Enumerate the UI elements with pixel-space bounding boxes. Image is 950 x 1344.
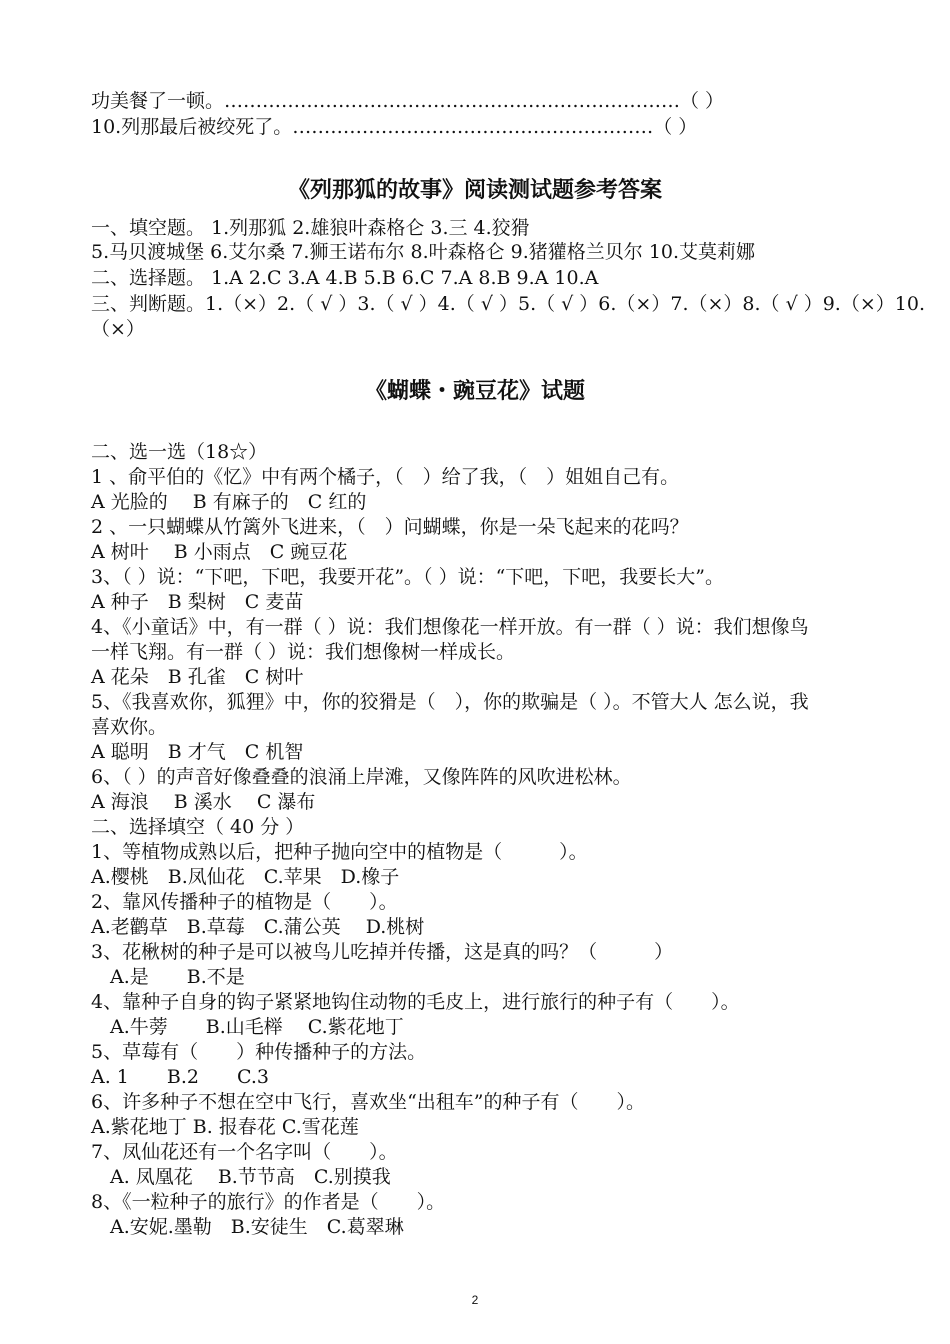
quiz-line: A.是 B.不是 [91, 966, 245, 988]
quiz-line: A.樱桃 B.凤仙花 C.苹果 D.橡子 [91, 866, 400, 888]
quiz-line: A 花朵 B 孔雀 C 树叶 [91, 666, 304, 688]
quiz-line: A 海浪 B 溪水 C 瀑布 [91, 791, 316, 813]
quiz-line: 5、草莓有（ ）种传播种子的方法。 [91, 1041, 427, 1063]
quiz-line: A 光脸的 B 有麻子的 C 红的 [91, 491, 367, 513]
quiz-line: 3、（ ）说：“下吧，下吧，我要开花”。（ ）说：“下吧，下吧，我要长大”。 [91, 566, 725, 588]
quiz-line: 一样飞翔。有一群（ ）说：我们想像树一样成长。 [91, 641, 516, 663]
answer-line: 三、判断题。1.（×）2.（ √ ）3.（ √ ）4.（ √ ）5.（ √ ）6.（×）7.（×）8.（ √ ）9.（×）10. [91, 293, 925, 315]
quiz-line: 二、选一选（18☆） [91, 441, 268, 463]
answers-title: 《列那狐的故事》阅读测试题参考答案 [287, 177, 662, 203]
quiz-line: A 种子 B 梨树 C 麦苗 [91, 591, 304, 613]
quiz-line: A. 1 B.2 C.3 [91, 1066, 269, 1088]
quiz-line: 5、《我喜欢你，狐狸》中，你的狡猾是（ ），你的欺骗是（ ）。不管大人 怎么说，我 [91, 691, 809, 713]
quiz-title: 《蝴蝶・豌豆花》试题 [364, 378, 585, 404]
quiz-line: A.紫花地丁 B. 报春花 C.雪花莲 [91, 1116, 359, 1138]
quiz-line: 3、花楸树的种子是可以被鸟儿吃掉并传播，这是真的吗？（ ） [91, 941, 674, 963]
answer-line: 一、填空题。 1.列那狐 2.雄狼叶森格仑 3.三 4.狡猾 [91, 217, 530, 239]
quiz-line: 二、选择填空（ 40 分 ） [91, 816, 305, 838]
quiz-line: A. 凤凰花 B.节节高 C.别摸我 [91, 1166, 391, 1188]
quiz-line: A 树叶 B 小雨点 C 豌豆花 [91, 541, 348, 563]
quiz-line: 1、等植物成熟以后，把种子抛向空中的植物是（ ）。 [91, 841, 588, 863]
quiz-line: 2、靠风传播种子的植物是（ ）。 [91, 891, 398, 913]
quiz-line: 8、《一粒种子的旅行》的作者是（ ）。 [91, 1191, 446, 1213]
text-line: 10.列那最后被绞死了。…………………………………………………（ ） [91, 116, 698, 138]
quiz-line: 6、（ ）的声音好像叠叠的浪涌上岸滩，又像阵阵的风吹进松林。 [91, 766, 632, 788]
page-number: 2 [471, 1293, 479, 1307]
quiz-line: 喜欢你。 [91, 716, 168, 738]
quiz-line: A.老鹳草 B.草莓 C.蒲公英 D.桃树 [91, 916, 425, 938]
quiz-line: A.牛蒡 B.山毛榉 C.紫花地丁 [91, 1016, 404, 1038]
text-line: 功美餐了一顿。………………………………………………………………（ ） [91, 90, 725, 112]
answer-line: （×） [91, 318, 145, 340]
answer-line: 5.马贝渡城堡 6.艾尔桑 7.狮王诺布尔 8.叶森格仑 9.猪獾格兰贝尔 10.艾莫莉娜 [91, 241, 756, 263]
quiz-line: 6、许多种子不想在空中飞行，喜欢坐“出租车”的种子有（ ）。 [91, 1091, 646, 1113]
quiz-line: A.安妮.墨勒 B.安徒生 C.葛翠琳 [91, 1216, 404, 1238]
quiz-line: A 聪明 B 才气 C 机智 [91, 741, 304, 763]
quiz-line: 4、《小童话》中，有一群（ ）说：我们想像花一样开放。有一群（ ）说：我们想像鸟 [91, 616, 809, 638]
quiz-line: 7、凤仙花还有一个名字叫（ ）。 [91, 1141, 398, 1163]
quiz-line: 1 、俞平伯的《忆》中有两个橘子，（ ）给了我，（ ）姐姐自己有。 [91, 466, 680, 488]
answer-line: 二、选择题。 1.A 2.C 3.A 4.B 5.B 6.C 7.A 8.B 9.A 10.A [91, 267, 599, 289]
quiz-line: 2 、一只蝴蝶从竹篱外飞进来，（ ）问蝴蝶，你是一朵飞起来的花吗？ [91, 516, 689, 538]
quiz-line: 4、靠种子自身的钩子紧紧地钩住动物的毛皮上，进行旅行的种子有（ ）。 [91, 991, 740, 1013]
